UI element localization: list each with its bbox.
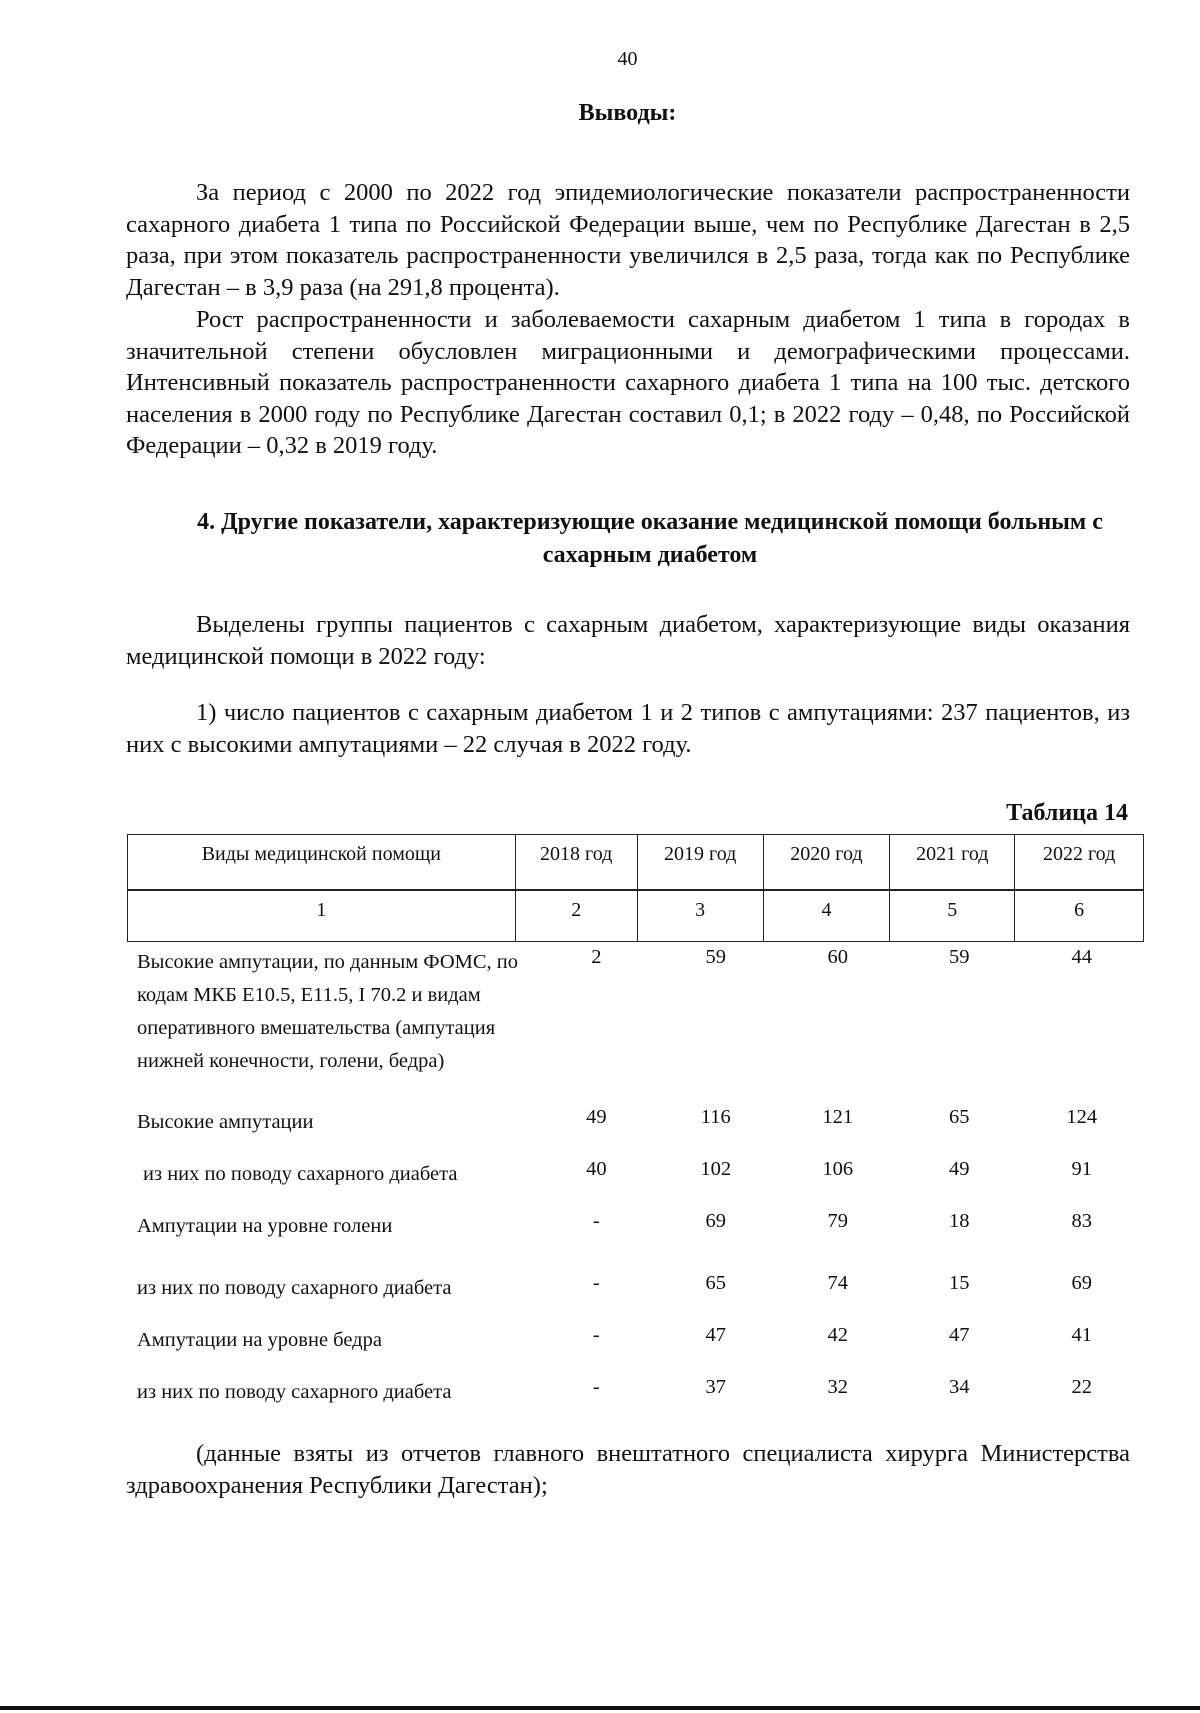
column-number-cell: 2 bbox=[515, 891, 637, 942]
page-bottom-border bbox=[0, 1706, 1200, 1710]
table-cell: 65 bbox=[705, 1272, 727, 1294]
table-cell: 124 bbox=[1066, 1106, 1098, 1128]
table-cell: 65 bbox=[948, 1106, 970, 1128]
table-cell: 32 bbox=[827, 1376, 849, 1398]
table-cell: 15 bbox=[948, 1272, 970, 1294]
conclusion-paragraph-1: За период с 2000 по 2022 год эпидемиологические показатели распространенности сахарного диабета 1 типа по Российской Федерации выше, чем по Республике Дагестан в 2,5 раза, при этом показатель распространенности увеличился в 2,5 раза, тогда как по Республике Дагестан – в 3,9 раза (на 291,8 процента). bbox=[126, 179, 1130, 301]
header-cell: 2021 год bbox=[890, 835, 1015, 890]
table-cell: 47 bbox=[948, 1324, 970, 1346]
section-title: 4. Другие показатели, характеризующие оказание медицинской помощи больным с сахарным диабетом bbox=[197, 509, 1103, 568]
table-cell: 74 bbox=[827, 1272, 849, 1294]
table-cell: - bbox=[592, 1324, 600, 1346]
table-cell: 22 bbox=[1071, 1376, 1092, 1398]
table-cell: 40 bbox=[586, 1158, 607, 1180]
table-cell: 102 bbox=[700, 1158, 732, 1180]
column-number-cell: 6 bbox=[1015, 891, 1144, 942]
row-label: из них по поводу сахарного диабета bbox=[137, 1381, 452, 1403]
table-cell: 47 bbox=[705, 1324, 727, 1346]
table-cell: 34 bbox=[948, 1376, 970, 1398]
conclusions-heading: Выводы: bbox=[578, 100, 677, 126]
table-cell: 42 bbox=[827, 1324, 849, 1346]
table-cell: 60 bbox=[827, 946, 849, 968]
intro-paragraph: Выделены группы пациентов с сахарным диабетом, характеризующие виды оказания медицинской помощи в 2022 году: bbox=[126, 611, 1130, 670]
row-label: Высокие ампутации, по данным ФОМС, по кодам МКБ Е10.5, Е11.5, I 70.2 и видам оперативного вмешательства (ампутация нижней конечности, голени, бедра) bbox=[137, 951, 519, 1072]
amputations-table-body bbox=[127, 946, 1144, 1426]
table-cell: - bbox=[592, 1376, 600, 1398]
table-row bbox=[127, 1376, 1144, 1426]
table-row bbox=[127, 946, 1144, 1106]
table-row bbox=[127, 1272, 1144, 1324]
table-label: Таблица 14 bbox=[1006, 800, 1128, 826]
table-cell: - bbox=[592, 1210, 600, 1232]
row-label: из них по поводу сахарного диабета bbox=[137, 1277, 452, 1299]
table-cell: 49 bbox=[586, 1106, 607, 1128]
table-cell: 69 bbox=[705, 1210, 727, 1232]
table-cell: 49 bbox=[948, 1158, 970, 1180]
table-cell: 2 bbox=[591, 946, 602, 968]
column-number-cell: 3 bbox=[637, 891, 763, 942]
table-cell: 59 bbox=[705, 946, 727, 968]
row-label: Высокие ампутации bbox=[137, 1111, 314, 1133]
table-row bbox=[127, 1210, 1144, 1272]
table-cell: 91 bbox=[1071, 1158, 1092, 1180]
header-cell: 2018 год bbox=[515, 835, 637, 890]
header-cell: 2019 год bbox=[637, 835, 763, 890]
table-cell: - bbox=[592, 1272, 600, 1294]
table-cell: 59 bbox=[948, 946, 970, 968]
table-row bbox=[127, 1158, 1144, 1210]
table-cell: 18 bbox=[948, 1210, 970, 1232]
item-paragraph: 1) число пациентов с сахарным диабетом 1 и 2 типов с ампутациями: 237 пациентов, из них с высокими ампутациями – 22 случая в 2022 году. bbox=[126, 699, 1130, 758]
column-number-cell: 5 bbox=[890, 891, 1015, 942]
table-cell: 106 bbox=[822, 1158, 854, 1180]
conclusion-paragraph-2: Рост распространенности и заболеваемости сахарным диабетом 1 типа в городах в значительной степени обусловлен миграционными и демографическими процессами. Интенсивный показатель распространенности сахарного диабета 1 типа на 100 тыс. детского населения в 2000 году по Республике Дагестан составил 0,1; в 2022 году – 0,48, по Российской Федерации – 0,32 в 2019 году. bbox=[126, 306, 1130, 459]
column-number-cell: 1 bbox=[128, 891, 516, 942]
table-cell: 41 bbox=[1071, 1324, 1092, 1346]
table-cell: 116 bbox=[700, 1106, 731, 1128]
table-cell: 79 bbox=[827, 1210, 849, 1232]
table-cell: 44 bbox=[1071, 946, 1092, 968]
table-cell: 37 bbox=[705, 1376, 727, 1398]
row-label: из них по поводу сахарного диабета bbox=[143, 1163, 458, 1185]
table-header bbox=[127, 834, 1144, 890]
header-cell: 2020 год bbox=[763, 835, 890, 890]
table-column-numbers bbox=[127, 890, 1144, 942]
table-cell: 69 bbox=[1071, 1272, 1092, 1294]
source-note: (данные взяты из отчетов главного внештатного специалиста хирурга Министерства здравоохранения Республики Дагестан); bbox=[126, 1440, 1130, 1499]
header-cell: Виды медицинской помощи bbox=[128, 835, 516, 890]
table-cell: 83 bbox=[1071, 1210, 1092, 1232]
row-label: Ампутации на уровне бедра bbox=[137, 1329, 382, 1351]
header-cell: 2022 год bbox=[1015, 835, 1144, 890]
table-row bbox=[127, 1106, 1144, 1158]
table-cell: 121 bbox=[822, 1106, 854, 1128]
page-number: 40 bbox=[617, 48, 638, 70]
table-row bbox=[127, 1324, 1144, 1376]
row-label: Ампутации на уровне голени bbox=[137, 1215, 393, 1237]
column-number-cell: 4 bbox=[763, 891, 890, 942]
